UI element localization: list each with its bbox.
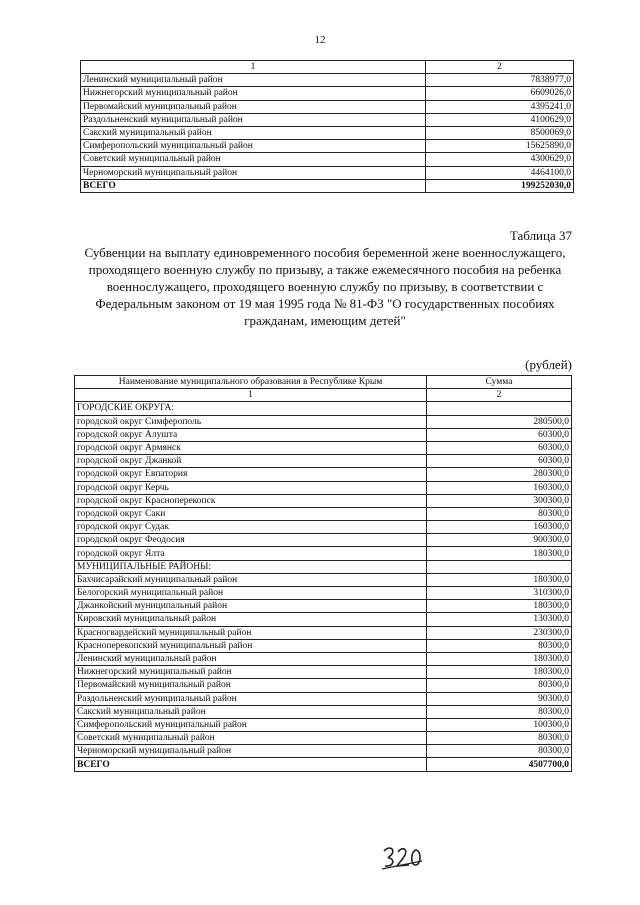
table-row bbox=[75, 573, 572, 586]
section-title: МУНИЦИПАЛЬНЫЕ РАЙОНЫ: bbox=[75, 560, 427, 573]
municipality-name: Кировский муниципальный район bbox=[75, 613, 427, 626]
municipality-name: городской округ Ялта bbox=[75, 547, 427, 560]
district-name: Первомайский муниципальный район bbox=[81, 100, 426, 113]
page-number: 12 bbox=[314, 34, 326, 46]
section-title: ГОРОДСКИЕ ОКРУГА: bbox=[75, 402, 427, 415]
table-row bbox=[75, 547, 572, 560]
table-row bbox=[75, 692, 572, 705]
table-row bbox=[75, 534, 572, 547]
amount-value: 180300,0 bbox=[427, 666, 572, 679]
amount-value: 80300,0 bbox=[427, 679, 572, 692]
column-index-row bbox=[81, 61, 574, 74]
municipality-name: городской округ Красноперекопск bbox=[75, 494, 427, 507]
district-name: Ленинский муниципальный район bbox=[81, 74, 426, 87]
total-value: 199252030,0 bbox=[426, 179, 574, 192]
district-name: Советский муниципальный район bbox=[81, 153, 426, 166]
table-row bbox=[75, 455, 572, 468]
amount-value: 100300,0 bbox=[427, 718, 572, 731]
table-row bbox=[75, 613, 572, 626]
table-row bbox=[75, 441, 572, 454]
table-row bbox=[75, 507, 572, 520]
amount-value: 4395241,0 bbox=[426, 100, 574, 113]
table-row bbox=[75, 732, 572, 745]
amount-value: 310300,0 bbox=[427, 587, 572, 600]
section-row bbox=[75, 402, 572, 415]
municipality-name: городской округ Судак bbox=[75, 521, 427, 534]
table-row bbox=[75, 626, 572, 639]
table-row bbox=[81, 74, 574, 87]
amount-value: 280300,0 bbox=[427, 468, 572, 481]
municipality-name: городской округ Джанкой bbox=[75, 455, 427, 468]
municipality-name: Симферопольский муниципальный район bbox=[75, 718, 427, 731]
table-row bbox=[81, 166, 574, 179]
amount-value: 80300,0 bbox=[427, 639, 572, 652]
municipality-name: Сакский муниципальный район bbox=[75, 705, 427, 718]
amount-value: 60300,0 bbox=[427, 428, 572, 441]
amount-value: 180300,0 bbox=[427, 600, 572, 613]
table-row bbox=[75, 705, 572, 718]
total-label: ВСЕГО bbox=[81, 179, 426, 192]
amount-value: 230300,0 bbox=[427, 626, 572, 639]
table-row bbox=[75, 745, 572, 758]
amount-value: 130300,0 bbox=[427, 613, 572, 626]
header-name: Наименование муниципального образования в Республике Крым bbox=[75, 376, 427, 389]
table-row bbox=[75, 639, 572, 652]
column-index-1: 1 bbox=[81, 61, 426, 74]
municipality-name: Черноморский муниципальный район bbox=[75, 745, 427, 758]
table-row bbox=[75, 494, 572, 507]
table-row bbox=[75, 587, 572, 600]
amount-value: 60300,0 bbox=[427, 455, 572, 468]
municipality-name: городской округ Керчь bbox=[75, 481, 427, 494]
municipality-name: Красноперекопский муниципальный район bbox=[75, 639, 427, 652]
table-row bbox=[75, 666, 572, 679]
header-row bbox=[75, 376, 572, 389]
municipality-name: городской округ Евпатория bbox=[75, 468, 427, 481]
table-row bbox=[81, 153, 574, 166]
amount-value: 160300,0 bbox=[427, 481, 572, 494]
municipality-name: Белогорский муниципальный район bbox=[75, 587, 427, 600]
municipality-name: Советский муниципальный район bbox=[75, 732, 427, 745]
table-row bbox=[75, 481, 572, 494]
table-caption: Субвенции на выплату единовременного пособия беременной жене военнослужащего, проходящего военную службу по призыву, а также ежемесячного пособия на ребенка военнослужащего, проходящего военную службу по призыву, в соответствии с Федеральным законом от 19 мая 1995 года № 81-ФЗ "О государственных пособиях гражданам, имеющим детей" bbox=[84, 245, 566, 328]
municipality-name: Джанкойский муниципальный район bbox=[75, 600, 427, 613]
amount-value: 6609026,0 bbox=[426, 87, 574, 100]
table-row bbox=[75, 415, 572, 428]
amount-value: 8500069,0 bbox=[426, 126, 574, 139]
amount-value: 60300,0 bbox=[427, 441, 572, 454]
amount-value: 180300,0 bbox=[427, 573, 572, 586]
units-label: (рублей) bbox=[525, 357, 572, 372]
empty-cell bbox=[427, 560, 572, 573]
total-value: 4507700,0 bbox=[427, 758, 572, 771]
district-name: Раздольненский муниципальный район bbox=[81, 113, 426, 126]
amount-value: 15625890,0 bbox=[426, 140, 574, 153]
table-row bbox=[75, 652, 572, 665]
subventions-table bbox=[74, 375, 572, 772]
amount-value: 80300,0 bbox=[427, 705, 572, 718]
amount-value: 4100629,0 bbox=[426, 113, 574, 126]
header-amount: Сумма bbox=[427, 376, 572, 389]
municipality-name: городской округ Армянск bbox=[75, 441, 427, 454]
district-name: Симферопольский муниципальный район bbox=[81, 140, 426, 153]
municipality-name: Ленинский муниципальный район bbox=[75, 652, 427, 665]
municipality-name: Бахчисарайский муниципальный район bbox=[75, 573, 427, 586]
total-row bbox=[81, 179, 574, 192]
empty-cell bbox=[427, 402, 572, 415]
table-row bbox=[75, 521, 572, 534]
amount-value: 180300,0 bbox=[427, 652, 572, 665]
municipality-name: городской округ Алушта bbox=[75, 428, 427, 441]
amount-value: 80300,0 bbox=[427, 732, 572, 745]
amount-value: 180300,0 bbox=[427, 547, 572, 560]
table-continuation bbox=[80, 60, 574, 193]
amount-value: 80300,0 bbox=[427, 507, 572, 520]
municipality-name: Первомайский муниципальный район bbox=[75, 679, 427, 692]
section-row bbox=[75, 560, 572, 573]
column-index-1: 1 bbox=[75, 389, 427, 402]
amount-value: 280500,0 bbox=[427, 415, 572, 428]
column-index-row bbox=[75, 389, 572, 402]
municipality-name: Нижнегорский муниципальный район bbox=[75, 666, 427, 679]
amount-value: 80300,0 bbox=[427, 745, 572, 758]
column-index-2: 2 bbox=[427, 389, 572, 402]
table-row bbox=[81, 113, 574, 126]
table-row bbox=[75, 718, 572, 731]
amount-value: 160300,0 bbox=[427, 521, 572, 534]
district-name: Сакский муниципальный район bbox=[81, 126, 426, 139]
table-row bbox=[81, 126, 574, 139]
amount-value: 90300,0 bbox=[427, 692, 572, 705]
table-row bbox=[81, 140, 574, 153]
amount-value: 4300629,0 bbox=[426, 153, 574, 166]
municipality-name: городской округ Симферополь bbox=[75, 415, 427, 428]
table-number-label: Таблица 37 bbox=[509, 228, 572, 243]
amount-value: 4464100,0 bbox=[426, 166, 574, 179]
table-row bbox=[81, 87, 574, 100]
municipality-name: городской округ Саки bbox=[75, 507, 427, 520]
amount-value: 7838977,0 bbox=[426, 74, 574, 87]
column-index-2: 2 bbox=[426, 61, 574, 74]
amount-value: 900300,0 bbox=[427, 534, 572, 547]
table-row bbox=[75, 679, 572, 692]
district-name: Черноморский муниципальный район bbox=[81, 166, 426, 179]
handwritten-page-number bbox=[380, 843, 426, 871]
table-row bbox=[75, 468, 572, 481]
table-row bbox=[75, 428, 572, 441]
total-label: ВСЕГО bbox=[75, 758, 427, 771]
table-row bbox=[75, 600, 572, 613]
municipality-name: городской округ Феодосия bbox=[75, 534, 427, 547]
table-row bbox=[81, 100, 574, 113]
municipality-name: Раздольненский муниципальный район bbox=[75, 692, 427, 705]
total-row bbox=[75, 758, 572, 771]
amount-value: 300300,0 bbox=[427, 494, 572, 507]
municipality-name: Красногвардейский муниципальный район bbox=[75, 626, 427, 639]
district-name: Нижнегорский муниципальный район bbox=[81, 87, 426, 100]
